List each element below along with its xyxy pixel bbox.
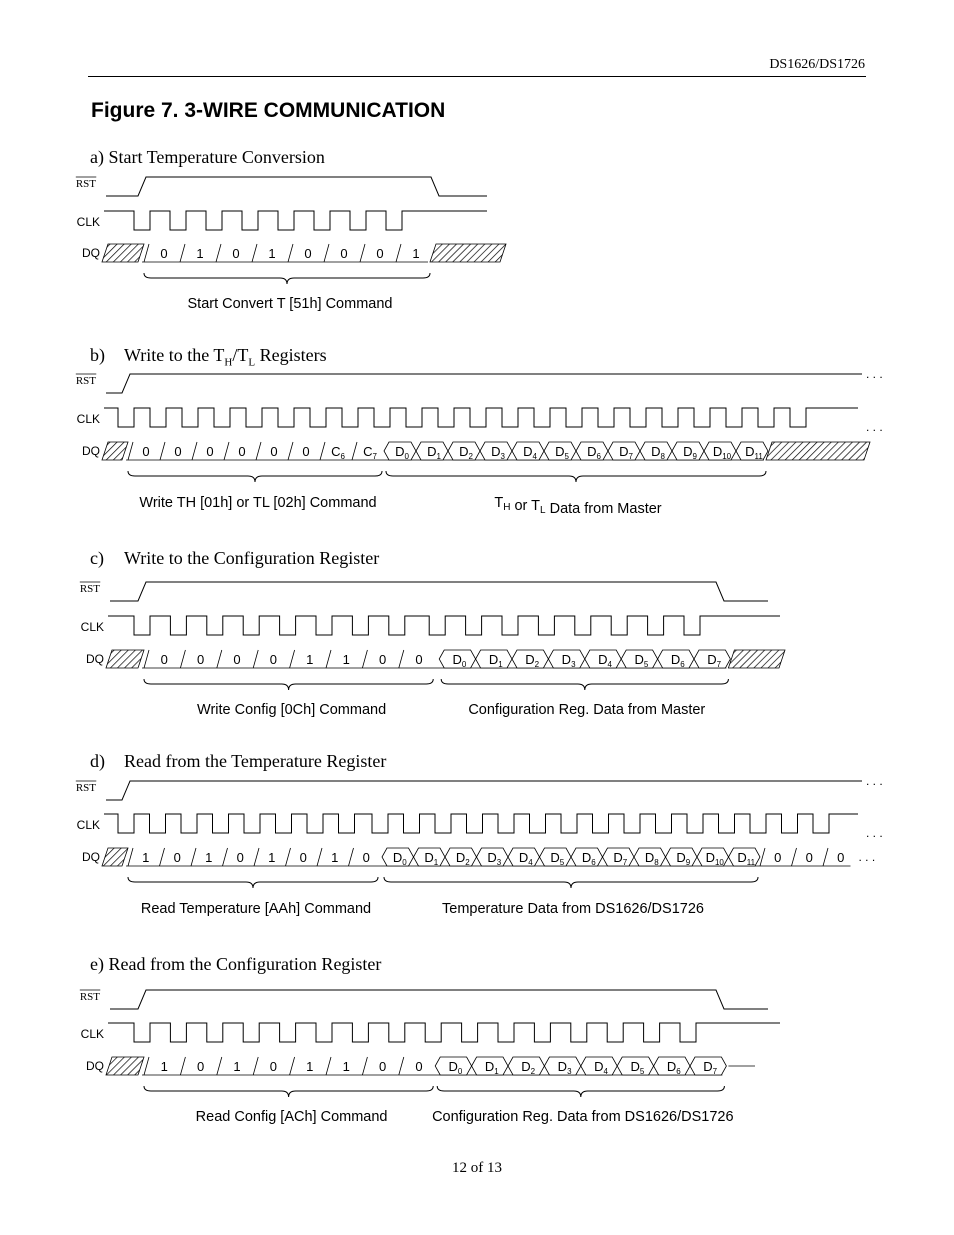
section-c-dq-label: DQ: [86, 652, 104, 666]
section-b-dq-bit: 0: [302, 444, 310, 459]
section-d-dq-transition: [254, 848, 259, 866]
section-c-clk-label: CLK: [80, 620, 104, 634]
section-e-dq-transition: [399, 1057, 404, 1075]
section-c-dq-transition: [290, 650, 295, 668]
section-b-dq-bit: $D_{10}$: [712, 444, 732, 461]
section-d-dq-bit: 0: [299, 850, 307, 865]
section-e-rst-label: RST: [79, 991, 100, 1003]
section-b-dq-bit: $D_3$: [491, 444, 505, 461]
section-d-dq-bit: $D_3$: [487, 850, 502, 867]
section-d-dq-bit: $D_6$: [581, 850, 596, 867]
section-e-dq-bit: $D_3$: [557, 1059, 572, 1076]
section-e-dq-bit: 0: [415, 1059, 423, 1074]
section-e-letter: e): [90, 954, 104, 974]
section-b-command-label: Write TH [01h] or TL [02h] Command: [139, 495, 377, 511]
section-c-dq-bit: 1: [342, 652, 350, 667]
section-e-command-brace: [144, 1086, 433, 1097]
section-b-dq-hatch-end: [766, 442, 870, 460]
section-b-letter: b): [90, 345, 105, 365]
section-e-data-brace: [437, 1086, 724, 1097]
section-b-dq-transition: [224, 442, 229, 460]
section-a-dq-transition: [216, 244, 221, 262]
section-b-dq-bit: 0: [238, 444, 246, 459]
section-b-dq-transition: [192, 442, 197, 460]
section-d-rst-ellipsis: . . .: [866, 774, 883, 788]
section-a-dq-label: DQ: [82, 246, 100, 260]
section-b-dq-bit: 0: [270, 444, 278, 459]
section-d-dq-bit: 1: [142, 850, 150, 865]
section-b-dq-bit: $C_6$: [331, 444, 345, 461]
section-a-dq-transition: [324, 244, 329, 262]
section-b-dq-hatch-start: [102, 442, 128, 460]
section-a-dq-transition: [396, 244, 401, 262]
section-c-dq-bit: $D_6$: [670, 652, 685, 669]
section-d-dq-bit: $D_1$: [424, 850, 439, 867]
section-b-dq-transition: [320, 442, 325, 460]
section-e-command-label: Read Config [ACh] Command: [195, 1109, 388, 1125]
section-c-dq-bit: 0: [415, 652, 423, 667]
section-e-dq-bit: 0: [378, 1059, 387, 1074]
section-d-dq-bit: $D_8$: [644, 850, 659, 867]
section-b-dq-bit: $D_7$: [619, 444, 633, 461]
section-a-clk-waveform: [104, 211, 487, 230]
section-d-dq-bit: 0: [837, 850, 845, 865]
section-c-dq-bit: $D_2$: [525, 652, 540, 669]
section-b-text-post: Registers: [255, 345, 327, 365]
section-c-dq-bit: $D_4$: [598, 652, 612, 669]
section-c-dq-transition: [253, 650, 258, 668]
section-b-dq-bit: $D_2$: [459, 444, 473, 461]
section-c-dq-transition: [399, 650, 404, 668]
section-d-dq-bit: 1: [205, 850, 213, 865]
figure-title: Figure 7. 3-WIRE COMMUNICATION: [91, 99, 446, 122]
section-b-dq-bit: $D_6$: [587, 444, 601, 461]
section-b-sub-h: H: [224, 356, 233, 369]
section-d-dq-bit: $D_{11}$: [737, 850, 756, 867]
section-c-dq-transition: [326, 650, 331, 668]
section-c-dq-bit: $D_5$: [634, 652, 649, 669]
section-e-dq-transition: [144, 1057, 149, 1075]
document-id: DS1626/DS1726: [769, 57, 865, 72]
section-c-dq-bit: $D_3$: [561, 652, 576, 669]
section-a-dq-transition: [252, 244, 257, 262]
section-c-dq-bit: $D_1$: [488, 652, 503, 669]
section-e-dq-bit: 1: [306, 1059, 314, 1074]
section-d-dq-bit: 0: [236, 850, 244, 865]
section-c-text: Write to the Configuration Register: [124, 548, 380, 568]
section-e-clk-waveform: [108, 1023, 780, 1042]
section-c-dq-bit: 0: [233, 652, 241, 667]
section-d-clk-waveform: [104, 814, 858, 833]
section-e-dq-bit: $D_4$: [594, 1059, 608, 1076]
section-c-dq-bit: $D_0$: [452, 652, 467, 669]
section-e-dq-transition: [290, 1057, 295, 1075]
section-d-command-brace: [128, 877, 378, 888]
section-d-rst-label: RST: [75, 782, 96, 794]
section-e-dq-transition: [362, 1057, 367, 1075]
section-a-dq-bit: 1: [412, 246, 420, 261]
section-b-rst-ellipsis: . . .: [866, 367, 883, 381]
section-c-command-brace: [144, 679, 433, 690]
section-b-dq-bit: $D_0$: [395, 444, 409, 461]
section-b-clk-ellipsis: . . .: [866, 420, 883, 434]
section-b-text-pre: Write to the T: [124, 345, 225, 365]
section-a-dq-transition: [180, 244, 185, 262]
section-b-dq-bit: $D_1$: [427, 444, 441, 461]
section-a-clk-label: CLK: [76, 215, 100, 229]
section-d-dq-bit: $D_4$: [518, 850, 533, 867]
section-d-dq-bit: 1: [331, 850, 339, 865]
section-b-text-mid: /T: [232, 345, 249, 365]
section-a-command-brace: [144, 273, 430, 284]
section-b-data-label: $T_H$ or $T_L$ Data from Master: [494, 495, 662, 517]
section-e-dq-bit: $D_6$: [666, 1059, 681, 1076]
section-d-dq-transition: [349, 848, 354, 866]
section-b-dq-bit: $C_7$: [363, 444, 377, 461]
section-a-dq-bit: 0: [376, 246, 384, 261]
section-b-dq-transition: [352, 442, 357, 460]
section-d-dq-bit: 0: [362, 850, 370, 865]
section-a-dq-bit: 0: [340, 246, 348, 261]
page-number: 12 of 13: [452, 1160, 502, 1176]
section-e-dq-bit: $D_0$: [448, 1059, 463, 1076]
section-c-dq-bit: 0: [378, 652, 387, 667]
section-b-dq-label: DQ: [82, 444, 100, 458]
section-b-dq-bit: $D_{11}$: [745, 444, 763, 461]
section-d-clk-label: CLK: [76, 818, 100, 832]
section-d-data-brace: [384, 877, 758, 888]
section-d-text: Read from the Temperature Register: [124, 751, 387, 771]
section-c-letter: c): [90, 548, 104, 568]
section-b-dq-transition: [256, 442, 261, 460]
section-c-rst-label: RST: [79, 583, 100, 595]
section-b-dq-bit: $D_9$: [683, 444, 697, 461]
section-a-command-label: Start Convert T [51h] Command: [187, 296, 393, 312]
section-d-dq-transition: [191, 848, 196, 866]
section-e-dq-bit: 0: [196, 1059, 205, 1074]
section-c-dq-hatch-end: [728, 650, 785, 668]
section-c-dq-transition: [217, 650, 222, 668]
section-e-dq-bit: $D_1$: [484, 1059, 499, 1076]
section-d-dq-transition: [286, 848, 291, 866]
section-d-dq-bit: $D_9$: [676, 850, 691, 867]
section-b-dq-bit: $D_4$: [523, 444, 537, 461]
section-a-dq-bit: 0: [160, 246, 168, 261]
section-d-dq-bit: 0: [774, 850, 782, 865]
section-a-letter: a): [90, 147, 104, 167]
section-e-dq-bit: 1: [160, 1059, 168, 1074]
section-d-dq-bit: $D_5$: [550, 850, 565, 867]
section-d-dq-bit: 1: [268, 850, 276, 865]
section-d-dq-transition: [223, 848, 228, 866]
section-c-command-label: Write Config [0Ch] Command: [197, 702, 387, 718]
section-c-dq-bit: $D_7$: [707, 652, 722, 669]
section-a-text: Start Temperature Conversion: [108, 147, 325, 167]
section-a-rst-label: RST: [75, 178, 96, 190]
section-d-dq-transition: [128, 848, 133, 866]
section-a-dq-transition: [360, 244, 365, 262]
section-d-dq-transition: [160, 848, 165, 866]
section-e-dq-bit: $D_2$: [521, 1059, 536, 1076]
section-d-command-label: Read Temperature [AAh] Command: [140, 901, 372, 917]
section-e-dq-bit: 1: [233, 1059, 241, 1074]
section-e-dq-transition: [326, 1057, 331, 1075]
section-b-clk-label: CLK: [76, 412, 100, 426]
section-d-dq-transition: [823, 848, 828, 866]
section-c-dq-transition: [144, 650, 149, 668]
section-a-dq-bit: 1: [268, 246, 276, 261]
section-c-dq-hatch-start: [106, 650, 144, 668]
section-a-dq-bit: 1: [196, 246, 204, 261]
section-d-data-label: Temperature Data from DS1626/DS1726: [442, 901, 704, 917]
section-d-dq-bit: $D_2$: [455, 850, 470, 867]
section-e-dq-transition: [253, 1057, 258, 1075]
section-e-dq-bit: 0: [269, 1059, 278, 1074]
section-c-dq-bit: 0: [196, 652, 205, 667]
section-a-dq-transition: [144, 244, 149, 262]
section-d-letter: d): [90, 751, 105, 771]
section-a-dq-bit: 0: [232, 246, 240, 261]
section-b-sub-l: L: [248, 356, 256, 369]
section-d-dq-bit: $D_{10}$: [705, 850, 724, 867]
section-b-dq-bit: $D_5$: [555, 444, 569, 461]
section-e-dq-bit: $D_5$: [630, 1059, 645, 1076]
section-d-dq-transition: [317, 848, 322, 866]
section-d-dq-bit: $D_0$: [392, 850, 407, 867]
section-e-dq-transition: [180, 1057, 185, 1075]
section-c-dq-transition: [362, 650, 367, 668]
section-b-command-brace: [128, 471, 382, 482]
section-e-dq-hatch-start: [106, 1057, 144, 1075]
section-a-dq-bit: 0: [304, 246, 312, 261]
section-b-dq-transition: [128, 442, 133, 460]
section-a-rst-waveform: [106, 177, 487, 196]
section-b-dq-bit: 0: [206, 444, 214, 459]
section-d-dq-label: DQ: [82, 850, 100, 864]
section-b-dq-bit: $D_8$: [651, 444, 665, 461]
section-e-data-label: Configuration Reg. Data from DS1626/DS1726: [432, 1109, 734, 1125]
section-b-dq-bit: 0: [142, 444, 150, 459]
section-c-clk-waveform: [108, 616, 780, 635]
section-c-dq-bit: 0: [160, 652, 168, 667]
section-d-dq-transition: [792, 848, 797, 866]
section-c-data-label: Configuration Reg. Data from Master: [468, 702, 706, 718]
section-e-rst-waveform: [110, 990, 768, 1009]
section-d-rst-waveform: [106, 781, 862, 800]
section-d-dq-transition: [760, 848, 765, 866]
section-e-dq-bit: 1: [342, 1059, 350, 1074]
section-d-dq-hatch-start: [102, 848, 128, 866]
section-d-dq-bit: $D_7$: [613, 850, 628, 867]
section-b-dq-transition: [160, 442, 165, 460]
section-c-rst-waveform: [110, 582, 768, 601]
section-b-data-brace: [386, 471, 766, 482]
section-c-dq-bit: 1: [306, 652, 314, 667]
section-a-dq-hatch-start: [102, 244, 144, 262]
section-b-clk-waveform: [104, 408, 858, 427]
section-c-dq-transition: [180, 650, 185, 668]
section-e-clk-label: CLK: [80, 1027, 104, 1041]
section-d-clk-ellipsis: . . .: [866, 826, 883, 840]
section-c-data-brace: [441, 679, 728, 690]
section-d-dq-bit: 0: [173, 850, 181, 865]
section-d-dq-ellipsis: . . .: [858, 850, 876, 864]
section-b-dq-bit: 0: [174, 444, 182, 459]
section-e-dq-bit: $D_7$: [703, 1059, 718, 1076]
section-d-dq-bit: 0: [805, 850, 813, 865]
section-e-dq-label: DQ: [86, 1059, 104, 1073]
section-b-rst-waveform: [106, 374, 862, 393]
section-b-dq-transition: [288, 442, 293, 460]
section-c-dq-bit: 0: [269, 652, 278, 667]
section-b-rst-label: RST: [75, 375, 96, 387]
section-a-dq-transition: [288, 244, 293, 262]
section-e-text: Read from the Configuration Register: [108, 954, 382, 974]
section-a-dq-hatch-end: [430, 244, 506, 262]
section-e-dq-transition: [217, 1057, 222, 1075]
